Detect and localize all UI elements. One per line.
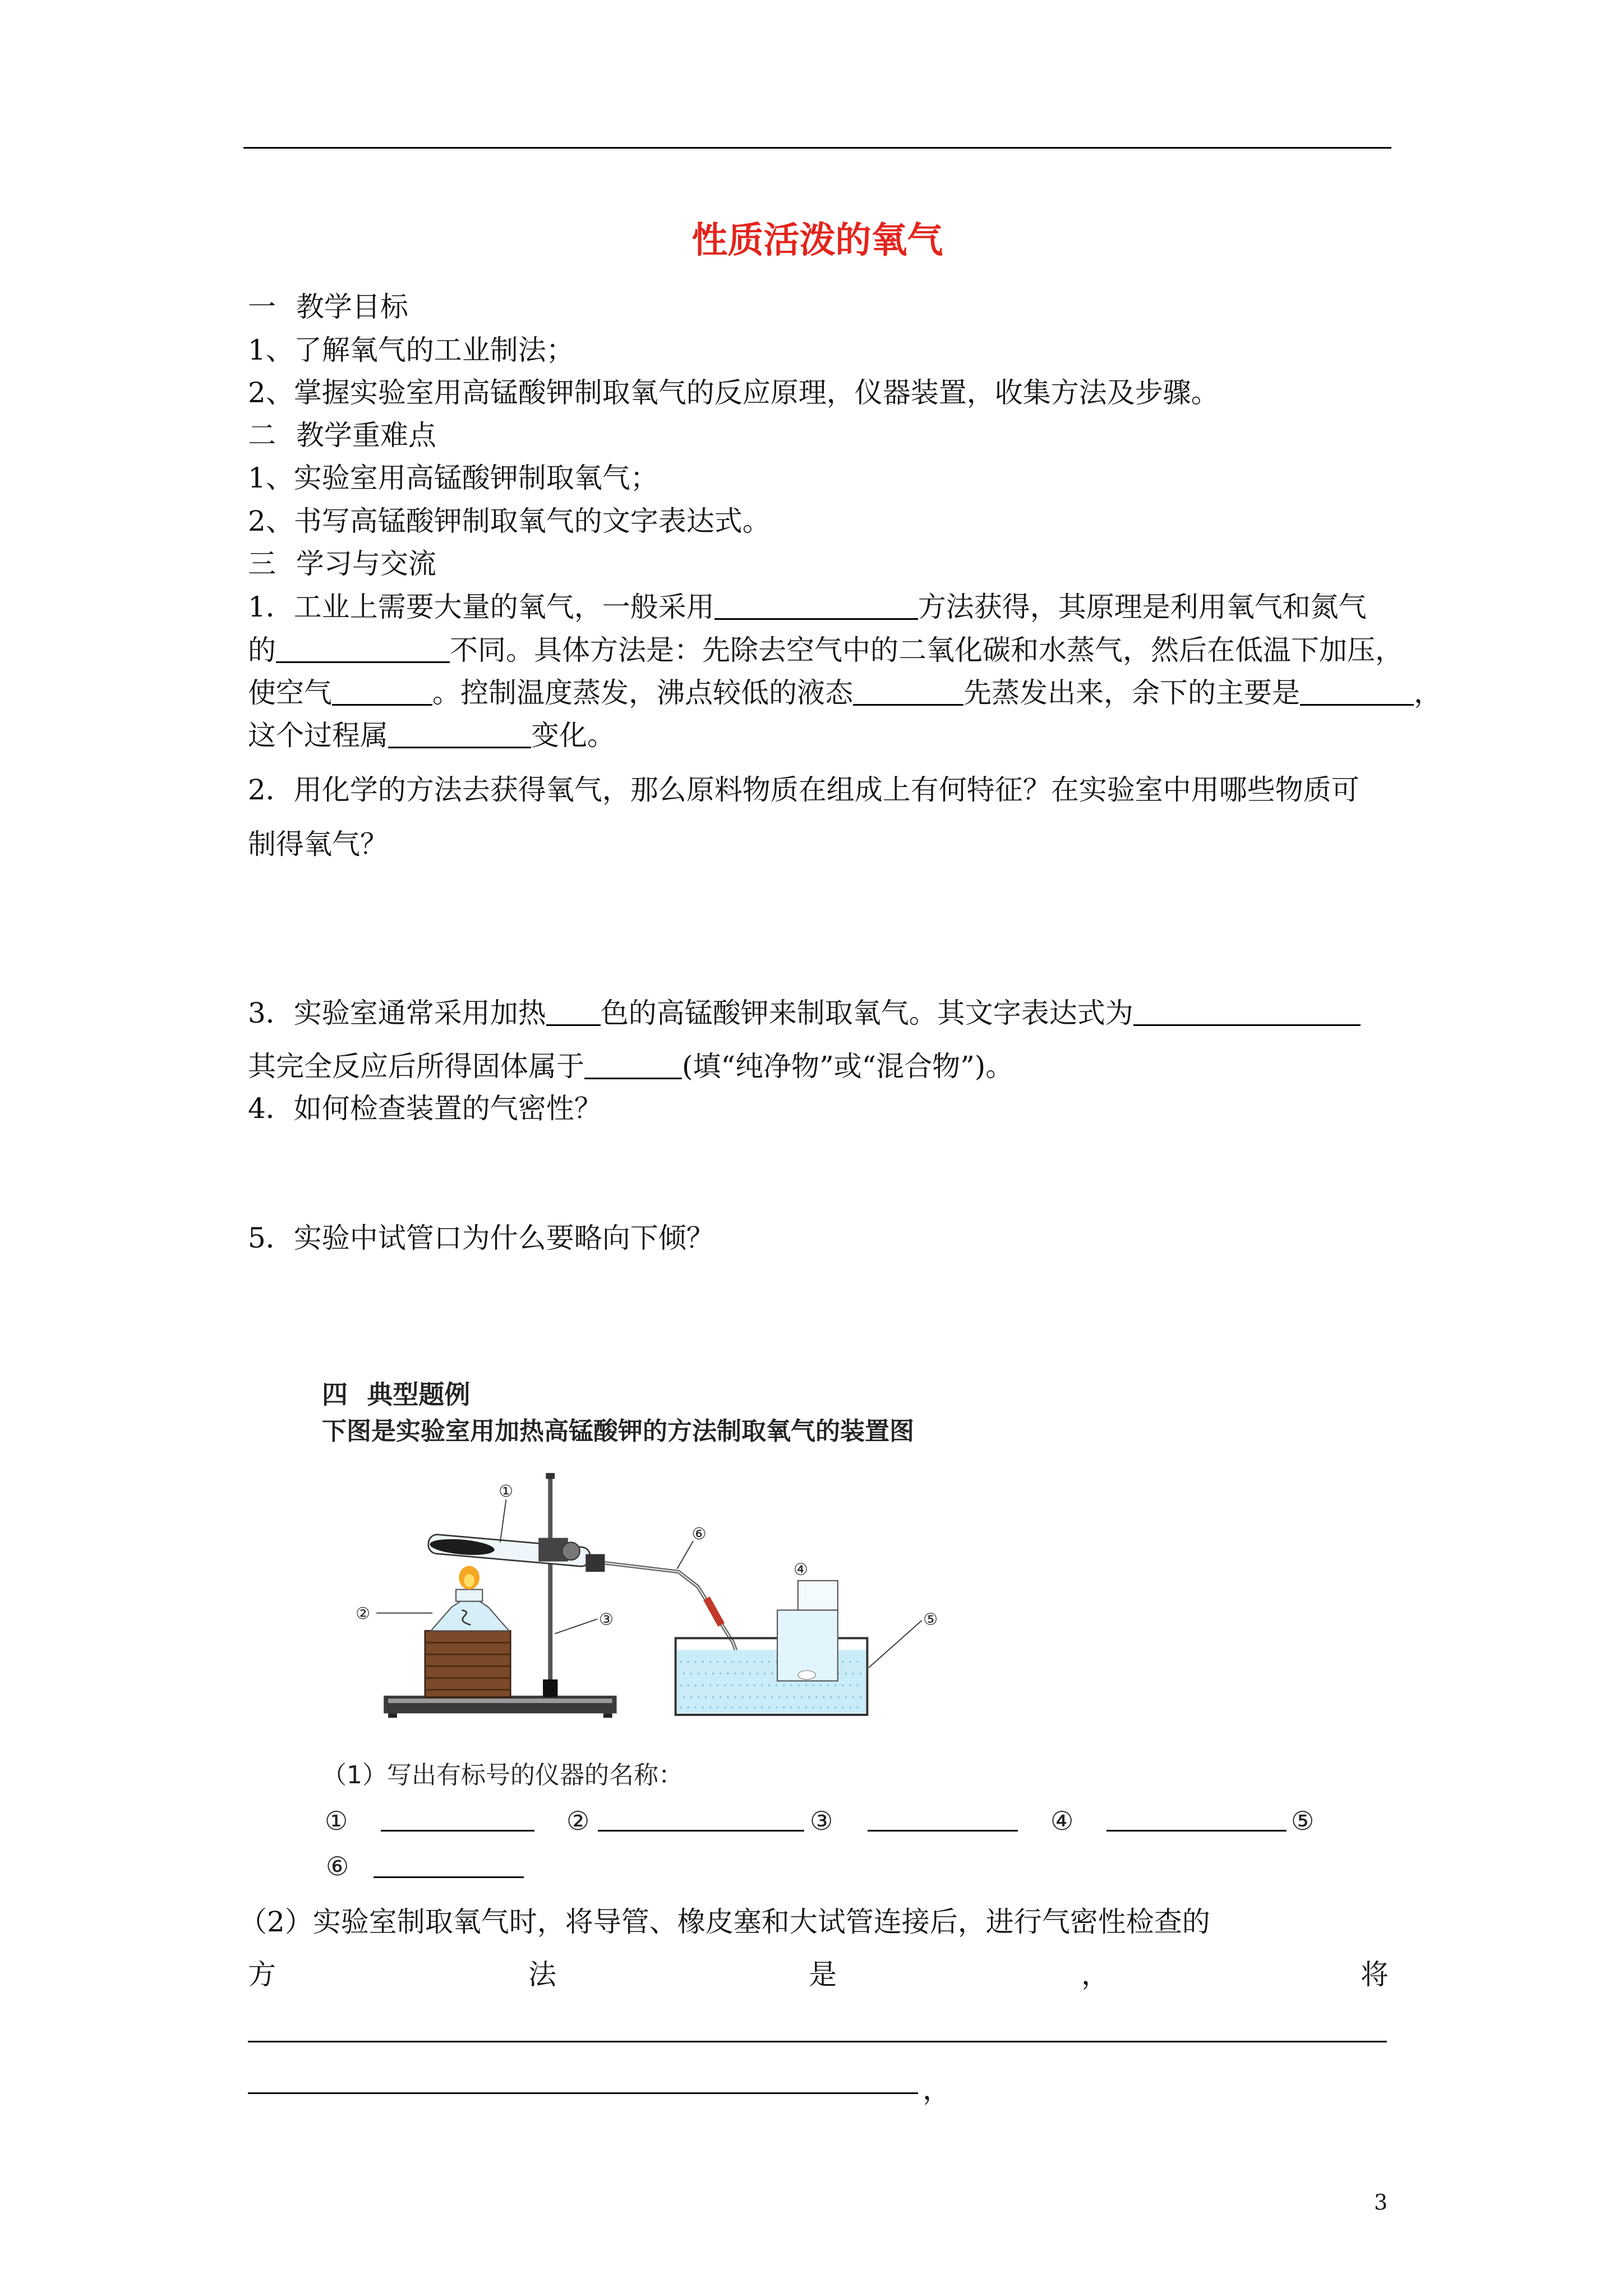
section-heading-study: 三 学习与交流 [248,547,436,580]
q1-text: 这个过程属 [248,719,388,752]
leader-line-3 [555,1619,597,1634]
q3-text: 色的高锰酸钾来制取氧气。其文字表达式为 [600,997,1133,1029]
sub-question-2: （2）实验室制取氧气时，将导管、橡皮塞和大试管连接后，进行气密性检查的 [239,1906,1210,1938]
answer-marker-6: ⑥ [326,1851,349,1881]
q1-text: ， [1414,677,1442,709]
answer-blank-6 [374,1876,524,1878]
justified-char: 方 [248,1958,276,1991]
section-heading-objectives: 一 教学目标 [248,291,408,323]
figure-label-4: ④ [793,1559,808,1579]
gas-jar-top [798,1581,838,1611]
q1-line-3 [248,678,1442,707]
stand-base-plate [384,1696,616,1714]
answer-line-tail: ， [923,2073,951,2106]
alcohol-lamp [431,1602,509,1631]
q3-text: (填“纯净物”或“混合物”)。 [682,1050,1014,1083]
answer-marker-1: ① [325,1806,348,1836]
sub-question-1: （1）写出有标号的仪器的名称： [322,1761,683,1789]
q3-text: 其完全反应后所得固体属于 [248,1050,584,1083]
section-heading-key-points: 二 教学重难点 [248,419,436,452]
apparatus-diagram [347,1469,966,1727]
q1-line-2 [248,636,1403,664]
q1-line-4 [248,719,615,752]
section-heading-examples: 四 典型题例 [322,1379,471,1410]
wood-block [425,1631,510,1697]
answer-blank [584,1052,682,1079]
q1-text: 1．工业上需要大量的氧气，一般采用 [248,591,714,623]
stand-foot-left [388,1713,397,1718]
answer-line-1 [248,2041,1387,2042]
flame-core [464,1574,474,1588]
objective-item-1: 1、了解氧气的工业制法； [248,334,574,366]
leader-line-1 [500,1499,506,1542]
answer-marker-4: ④ [1050,1806,1074,1836]
q1-text: 使空气 [248,677,332,709]
key-point-item-1: 1、实验室用高锰酸钾制取氧气； [248,462,658,494]
answer-marker-2: ② [566,1806,590,1836]
q3-line-1 [248,999,1361,1027]
q4-line: 4．如何检查装置的气密性？ [248,1092,602,1125]
header-rule [243,147,1391,149]
q1-text: 变化。 [531,719,615,752]
answer-blank-3 [868,1830,1018,1832]
answer-blank [332,678,432,706]
q3-text: 3．实验室通常采用加热 [248,997,546,1029]
answer-line-2 [248,2092,918,2094]
q5-line: 5．实验中试管口为什么要略向下倾？ [248,1222,714,1254]
answer-blank [1300,678,1414,706]
page-number: 3 [1374,2190,1388,2215]
answer-blank-1 [381,1830,534,1832]
q3-line-2 [248,1050,1014,1083]
stand-rod-foot [543,1680,557,1697]
leader-line-5 [869,1621,922,1668]
stand-base-highlight [388,1699,612,1703]
lamp-neck [456,1590,482,1602]
rubber-stopper [585,1554,605,1572]
answer-blank [388,721,531,748]
justified-char: 法 [528,1958,556,1991]
answer-blank [546,999,601,1026]
figure-label-5: ⑤ [923,1609,938,1629]
figure-label-2: ② [356,1604,371,1623]
q1-text: 先蒸发出来，余下的主要是 [963,677,1300,709]
q2-line-1: 2．用化学的方法去获得氧气，那么原料物质在组成上有何特征？在实验室中用哪些物质可 [248,774,1359,806]
answer-blank [1133,999,1361,1026]
leader-line-6 [677,1541,693,1569]
rubber-connector [707,1598,721,1625]
answer-marker-3: ③ [810,1806,833,1836]
justified-char: 是 [809,1958,837,1991]
stand-foot-right [603,1713,612,1718]
gas-bubbles [798,1671,816,1680]
objective-item-2: 2、掌握实验室用高锰酸钾制取氧气的反应原理，仪器装置，收集方法及步骤。 [248,376,1219,409]
q1-text: 不同。具体方法是：先除去空气中的二氧化碳和水蒸气，然后在低温下加压， [450,634,1403,666]
answer-marker-5: ⑤ [1291,1806,1315,1836]
page-title: 性质活泼的氧气 [691,219,943,261]
answer-blank [714,592,918,620]
key-point-item-2: 2、书写高锰酸钾制取氧气的文字表达式。 [248,505,771,537]
q1-text: 。控制温度蒸发，沸点较低的液态 [432,677,853,709]
justified-char: 将 [1361,1958,1389,1991]
figure-label-3: ③ [598,1609,614,1629]
answer-blank [276,636,450,663]
justified-char: ， [1081,1958,1109,1991]
figure-intro: 下图是实验室用加热高锰酸钾的方法制取氧气的装置图 [322,1417,914,1446]
answer-blank-4 [1106,1830,1287,1832]
figure-label-6: ⑥ [691,1524,707,1544]
q1-text: 的 [248,634,276,666]
answer-blank [853,678,963,706]
q1-text: 方法获得，其原理是利用氧气和氮气 [917,591,1367,623]
figure-label-1: ① [499,1481,514,1501]
q1-line-1 [248,592,1367,621]
q2-line-2: 制得氧气？ [248,828,388,861]
answer-blank-2 [598,1830,804,1832]
stand-rod-cap [546,1473,555,1479]
clamp-knob [562,1542,580,1560]
